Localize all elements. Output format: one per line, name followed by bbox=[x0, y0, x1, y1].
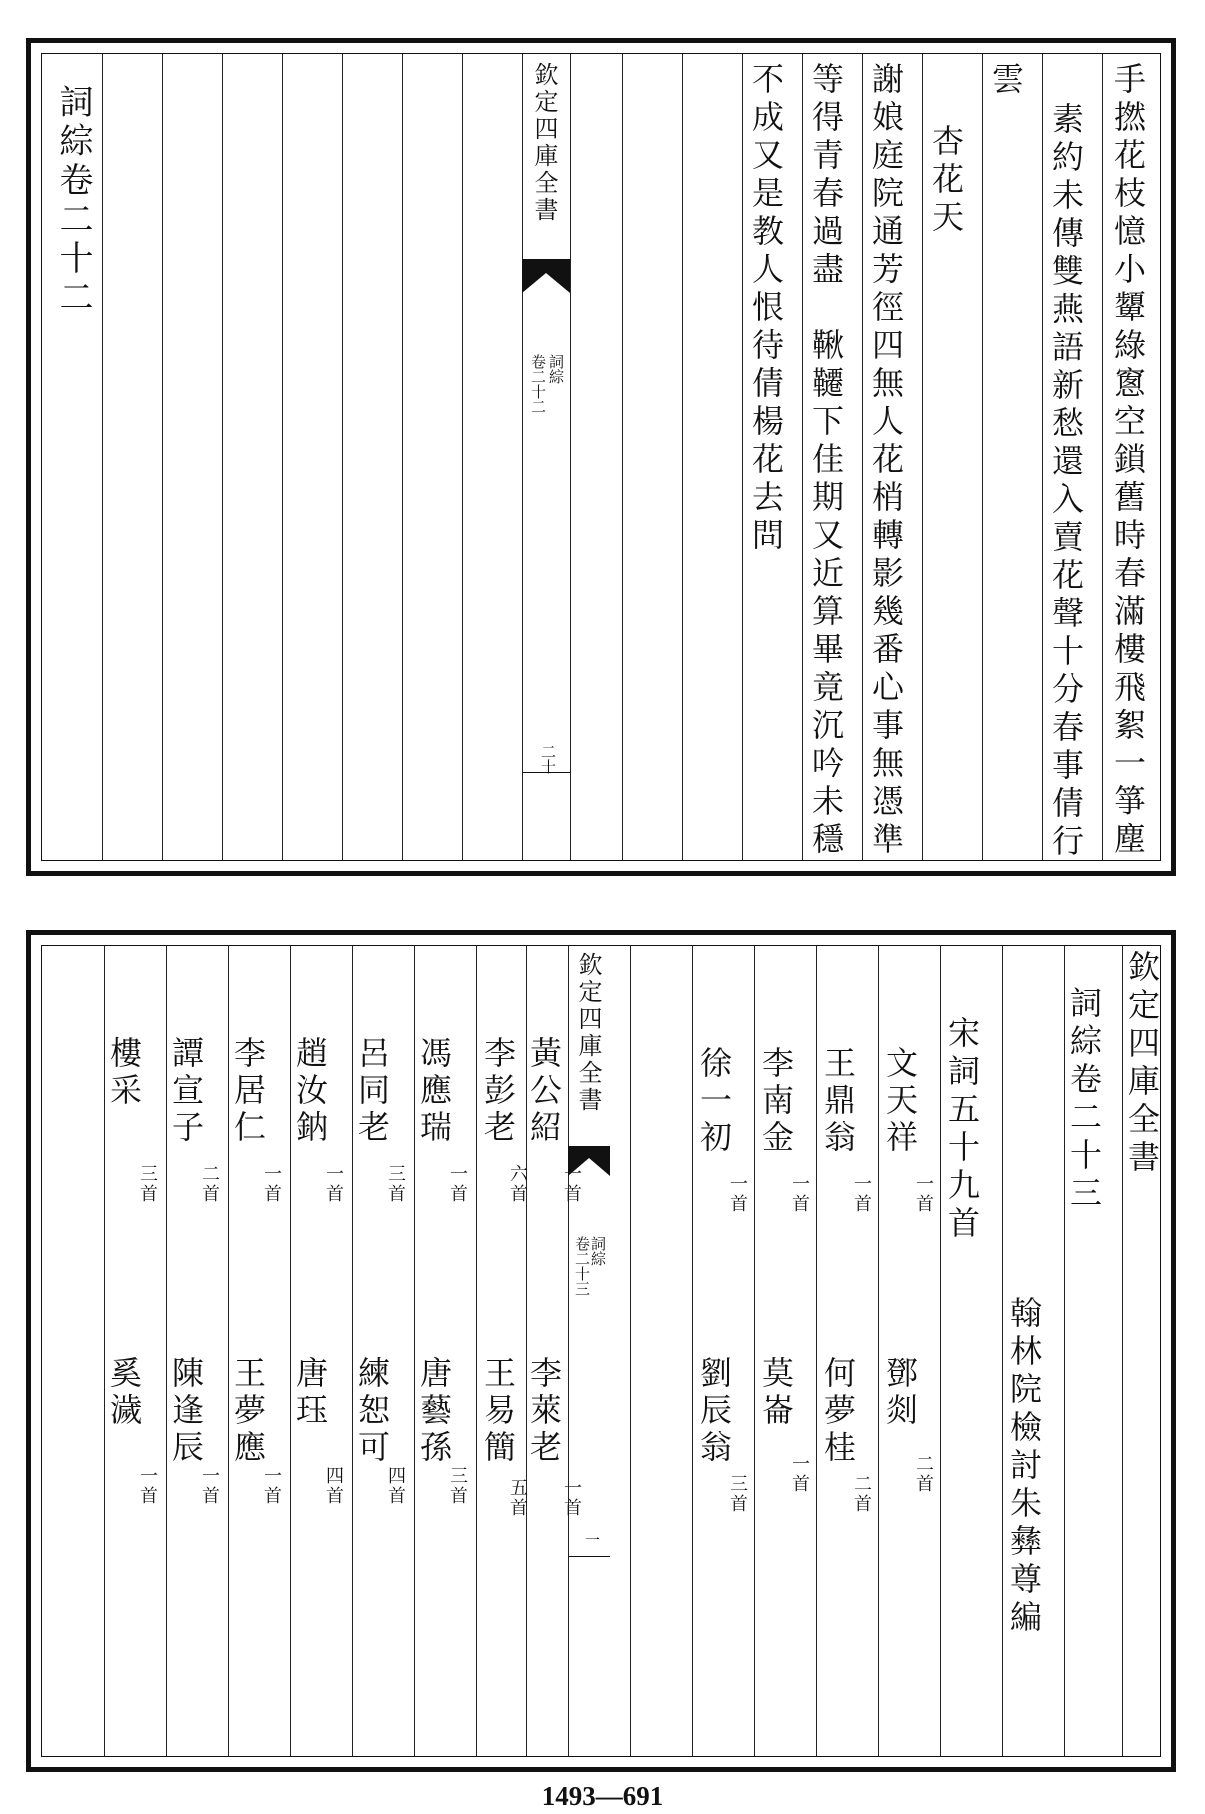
center-spine bbox=[522, 54, 570, 860]
author-name: 奚濊 bbox=[105, 1356, 143, 1430]
column-rule bbox=[862, 54, 863, 860]
column-rule bbox=[1102, 54, 1103, 860]
author-name: 譚宣子 bbox=[167, 1036, 205, 1147]
column-rule bbox=[940, 946, 941, 1756]
spine-book-title: 欽定四庫全書 bbox=[530, 62, 558, 224]
book-title: 欽定四庫全書 bbox=[1123, 950, 1161, 1178]
column-rule bbox=[682, 54, 683, 860]
poem-count: 一首 bbox=[261, 1466, 282, 1506]
column-rule bbox=[878, 946, 879, 1756]
author-name: 練恕可 bbox=[353, 1356, 391, 1467]
fish-tail-mark bbox=[522, 259, 570, 295]
author-name: 唐珏 bbox=[291, 1356, 329, 1430]
poem-count: 二首 bbox=[913, 1454, 934, 1494]
text-column: 謝娘庭院通芳徑四無人花梢轉影幾番心事無憑準 bbox=[867, 62, 905, 860]
editor-credit: 翰林院檢討朱彝尊編 bbox=[1005, 1296, 1043, 1638]
author-name: 王夢應 bbox=[229, 1356, 267, 1467]
column-rule bbox=[1002, 946, 1003, 1756]
column-rule bbox=[402, 54, 403, 860]
spine-subtitle: 詞綜 bbox=[547, 354, 565, 384]
spine-volume: 卷二十二 bbox=[529, 354, 547, 414]
author-name: 黃公紹 bbox=[525, 1036, 563, 1147]
author-name: 馮應瑞 bbox=[415, 1036, 453, 1147]
poem-count: 一首 bbox=[561, 1478, 582, 1518]
author-name: 文天祥 bbox=[881, 1046, 919, 1157]
author-name: 徐一初 bbox=[695, 1046, 733, 1157]
spine-book-title: 欽定四庫全書 bbox=[574, 952, 602, 1114]
poem-count: 四首 bbox=[323, 1466, 344, 1506]
poem-count: 一首 bbox=[261, 1164, 282, 1204]
author-name: 李南金 bbox=[757, 1046, 795, 1157]
poem-count: 一首 bbox=[789, 1454, 810, 1494]
column-rule bbox=[922, 54, 923, 860]
author-name: 趙汝鈉 bbox=[291, 1036, 329, 1147]
bottom-page-frame bbox=[41, 945, 1161, 1757]
column-rule bbox=[462, 54, 463, 860]
author-name: 何夢桂 bbox=[819, 1356, 857, 1467]
poem-count: 一首 bbox=[789, 1174, 810, 1214]
author-name: 王易簡 bbox=[479, 1356, 517, 1467]
poem-count: 三首 bbox=[385, 1164, 406, 1204]
column-rule bbox=[1042, 54, 1043, 860]
spine-volume: 卷二十三 bbox=[573, 1236, 591, 1296]
volume-heading: 詞綜卷二十二 bbox=[53, 84, 93, 318]
author-name: 李萊老 bbox=[525, 1356, 563, 1467]
section-heading: 宋詞五十九首 bbox=[943, 1016, 981, 1244]
column-rule bbox=[342, 54, 343, 860]
text-column: 等得青春過盡 鞦韆下佳期又近算畢竟沉吟未穩 bbox=[807, 62, 845, 860]
author-name: 劉辰翁 bbox=[695, 1356, 733, 1467]
poem-count: 五首 bbox=[507, 1478, 528, 1518]
author-name: 唐藝孫 bbox=[415, 1356, 453, 1467]
column-rule bbox=[982, 54, 983, 860]
column-rule bbox=[742, 54, 743, 860]
poem-count: 一首 bbox=[447, 1164, 468, 1204]
poem-count: 三首 bbox=[447, 1466, 468, 1506]
column-rule bbox=[802, 54, 803, 860]
column-rule bbox=[630, 946, 631, 1756]
author-name: 呂同老 bbox=[353, 1036, 391, 1147]
column-rule bbox=[754, 946, 755, 1756]
poem-count: 四首 bbox=[385, 1466, 406, 1506]
author-name: 樓采 bbox=[105, 1036, 143, 1110]
text-column: 不成又是教人恨待倩楊花去問 bbox=[747, 62, 785, 556]
text-column: 手撚花枝憶小顰綠窻空鎖舊時春滿樓飛絮一箏塵 bbox=[1109, 62, 1147, 860]
top-page-frame bbox=[41, 53, 1161, 861]
poem-count: 一首 bbox=[323, 1164, 344, 1204]
column-rule bbox=[622, 54, 623, 860]
spine-leaf-number: 一 bbox=[583, 1532, 601, 1547]
column-rule bbox=[222, 54, 223, 860]
column-rule bbox=[162, 54, 163, 860]
spine-subtitle: 詞綜 bbox=[589, 1236, 607, 1266]
poem-count: 一首 bbox=[137, 1466, 158, 1506]
column-rule bbox=[692, 946, 693, 1756]
volume-title: 詞綜卷二十三 bbox=[1065, 986, 1103, 1214]
poem-count: 一首 bbox=[561, 1164, 582, 1204]
page-reference-number: 1493—691 bbox=[541, 1781, 664, 1811]
column-rule bbox=[282, 54, 283, 860]
poem-count: 一首 bbox=[199, 1466, 220, 1506]
text-column: 雲 bbox=[987, 62, 1025, 100]
author-name: 李彭老 bbox=[479, 1036, 517, 1147]
column-rule bbox=[476, 946, 477, 1756]
author-name: 莫崙 bbox=[757, 1356, 795, 1430]
author-name: 李居仁 bbox=[229, 1036, 267, 1147]
poem-count: 二首 bbox=[851, 1474, 872, 1514]
column-rule bbox=[816, 946, 817, 1756]
top-page bbox=[26, 38, 1176, 876]
poem-count: 一首 bbox=[727, 1174, 748, 1214]
poem-count: 三首 bbox=[137, 1164, 158, 1204]
column-rule bbox=[102, 54, 103, 860]
column-rule bbox=[570, 54, 571, 860]
poem-count: 一首 bbox=[851, 1174, 872, 1214]
poem-count: 二首 bbox=[199, 1164, 220, 1204]
text-column: 素約未傳雙燕語新愁還入賣花聲十分春事倩行 bbox=[1047, 102, 1085, 862]
poem-count: 三首 bbox=[727, 1474, 748, 1514]
author-name: 王鼎翁 bbox=[819, 1046, 857, 1157]
bottom-page bbox=[26, 930, 1176, 1772]
author-name: 鄧剡 bbox=[881, 1356, 919, 1430]
poem-count: 一首 bbox=[913, 1174, 934, 1214]
spine-leaf-number: 二十 bbox=[539, 744, 557, 774]
center-spine bbox=[568, 946, 610, 1756]
text-column: 杏花天 bbox=[927, 124, 965, 238]
poem-count: 六首 bbox=[507, 1164, 528, 1204]
spine-rule bbox=[568, 1556, 610, 1557]
author-name: 陳逢辰 bbox=[167, 1356, 205, 1467]
